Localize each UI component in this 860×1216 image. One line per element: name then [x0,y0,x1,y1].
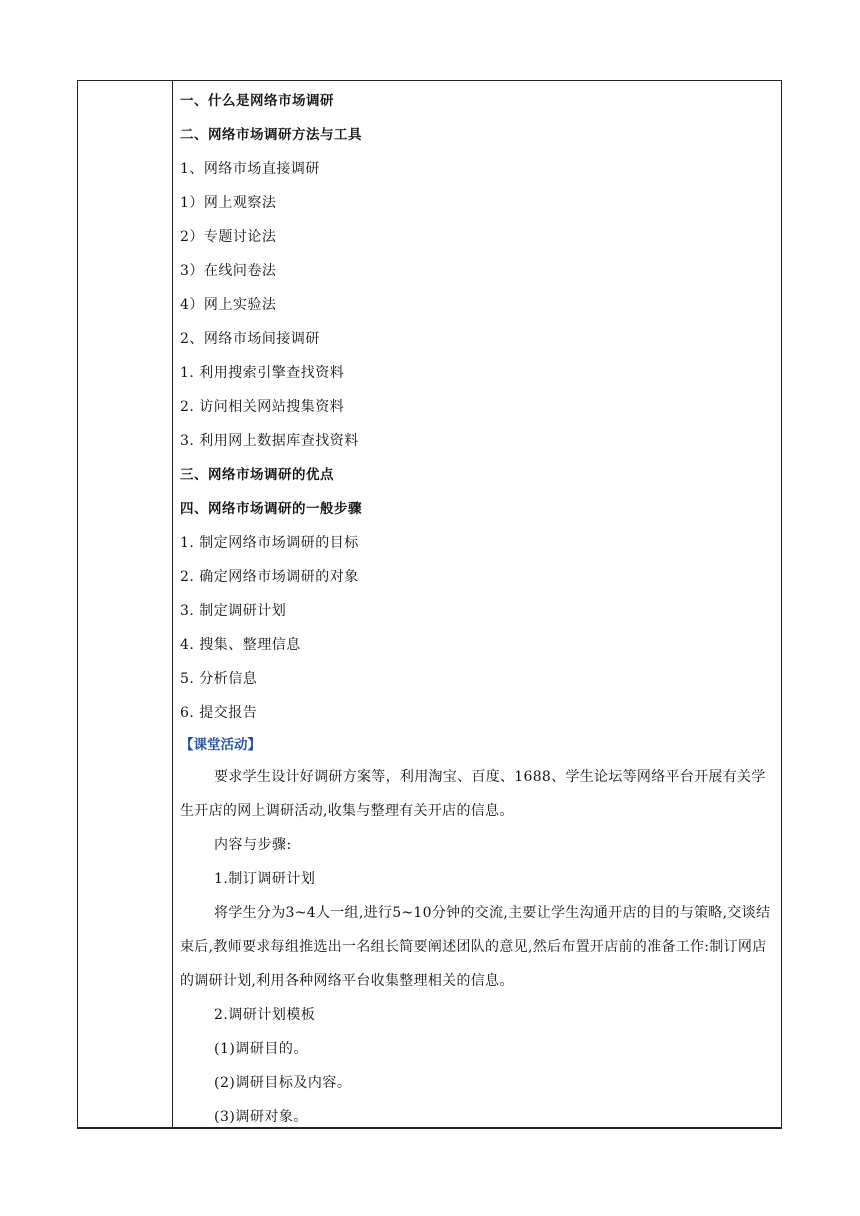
indirect-item: 2. 访问相关网站搜集资料 [180,399,345,415]
heading-1: 一、什么是网络市场调研 [180,93,334,109]
direct-item: 4）网上实验法 [180,297,277,313]
subheading-plan: 1.制订调研计划 [214,871,316,887]
step-item: 6. 提交报告 [180,705,258,721]
template-item: (2)调研目标及内容。 [214,1075,352,1091]
direct-research-title: 1、网络市场直接调研 [180,161,320,177]
step-item: 4. 搜集、整理信息 [180,637,301,653]
content-steps-label: 内容与步骤: [214,837,292,853]
template-item: (3)调研对象。 [214,1109,308,1125]
step-item: 3. 制定调研计划 [180,603,287,619]
indirect-item: 3. 利用网上数据库查找资料 [180,433,359,449]
class-activity-label: 【课堂活动】 [180,737,261,753]
subheading-template: 2.调研计划模板 [214,1007,316,1023]
step-item: 5. 分析信息 [180,671,258,687]
template-item: (1)调研目的。 [214,1041,308,1057]
activity-paragraph: 要求学生设计好调研方案等，利用淘宝、百度、1688、学生论坛等网络平台开展有关学生开店的网上调研活动,收集与整理有关开店的信息。 [180,769,766,819]
heading-2: 二、网络市场调研方法与工具 [180,127,362,143]
heading-4: 四、网络市场调研的一般步骤 [180,501,362,517]
step-item: 2. 确定网络市场调研的对象 [180,569,359,585]
direct-item: 2）专题讨论法 [180,229,277,245]
direct-item: 1）网上观察法 [180,195,277,211]
indirect-research-title: 2、网络市场间接调研 [180,331,320,347]
column-divider [172,80,173,1129]
step-item: 1. 制定网络市场调研的目标 [180,535,359,551]
heading-3: 三、网络市场调研的优点 [180,467,334,483]
content-cell [180,84,776,1134]
direct-item: 3）在线问卷法 [180,263,277,279]
grouping-paragraph: 将学生分为3~4人一组,进行5~10分钟的交流,主要让学生沟通开店的目的与策略,交谈结束后,教师要求每组推选出一名组长简要阐述团队的意见,然后布置开店前的准备工作:制订网店的调研计划,利用各种网络平台收集整理相关的信息。 [180,905,771,989]
indirect-item: 1. 利用搜索引擎查找资料 [180,365,345,381]
